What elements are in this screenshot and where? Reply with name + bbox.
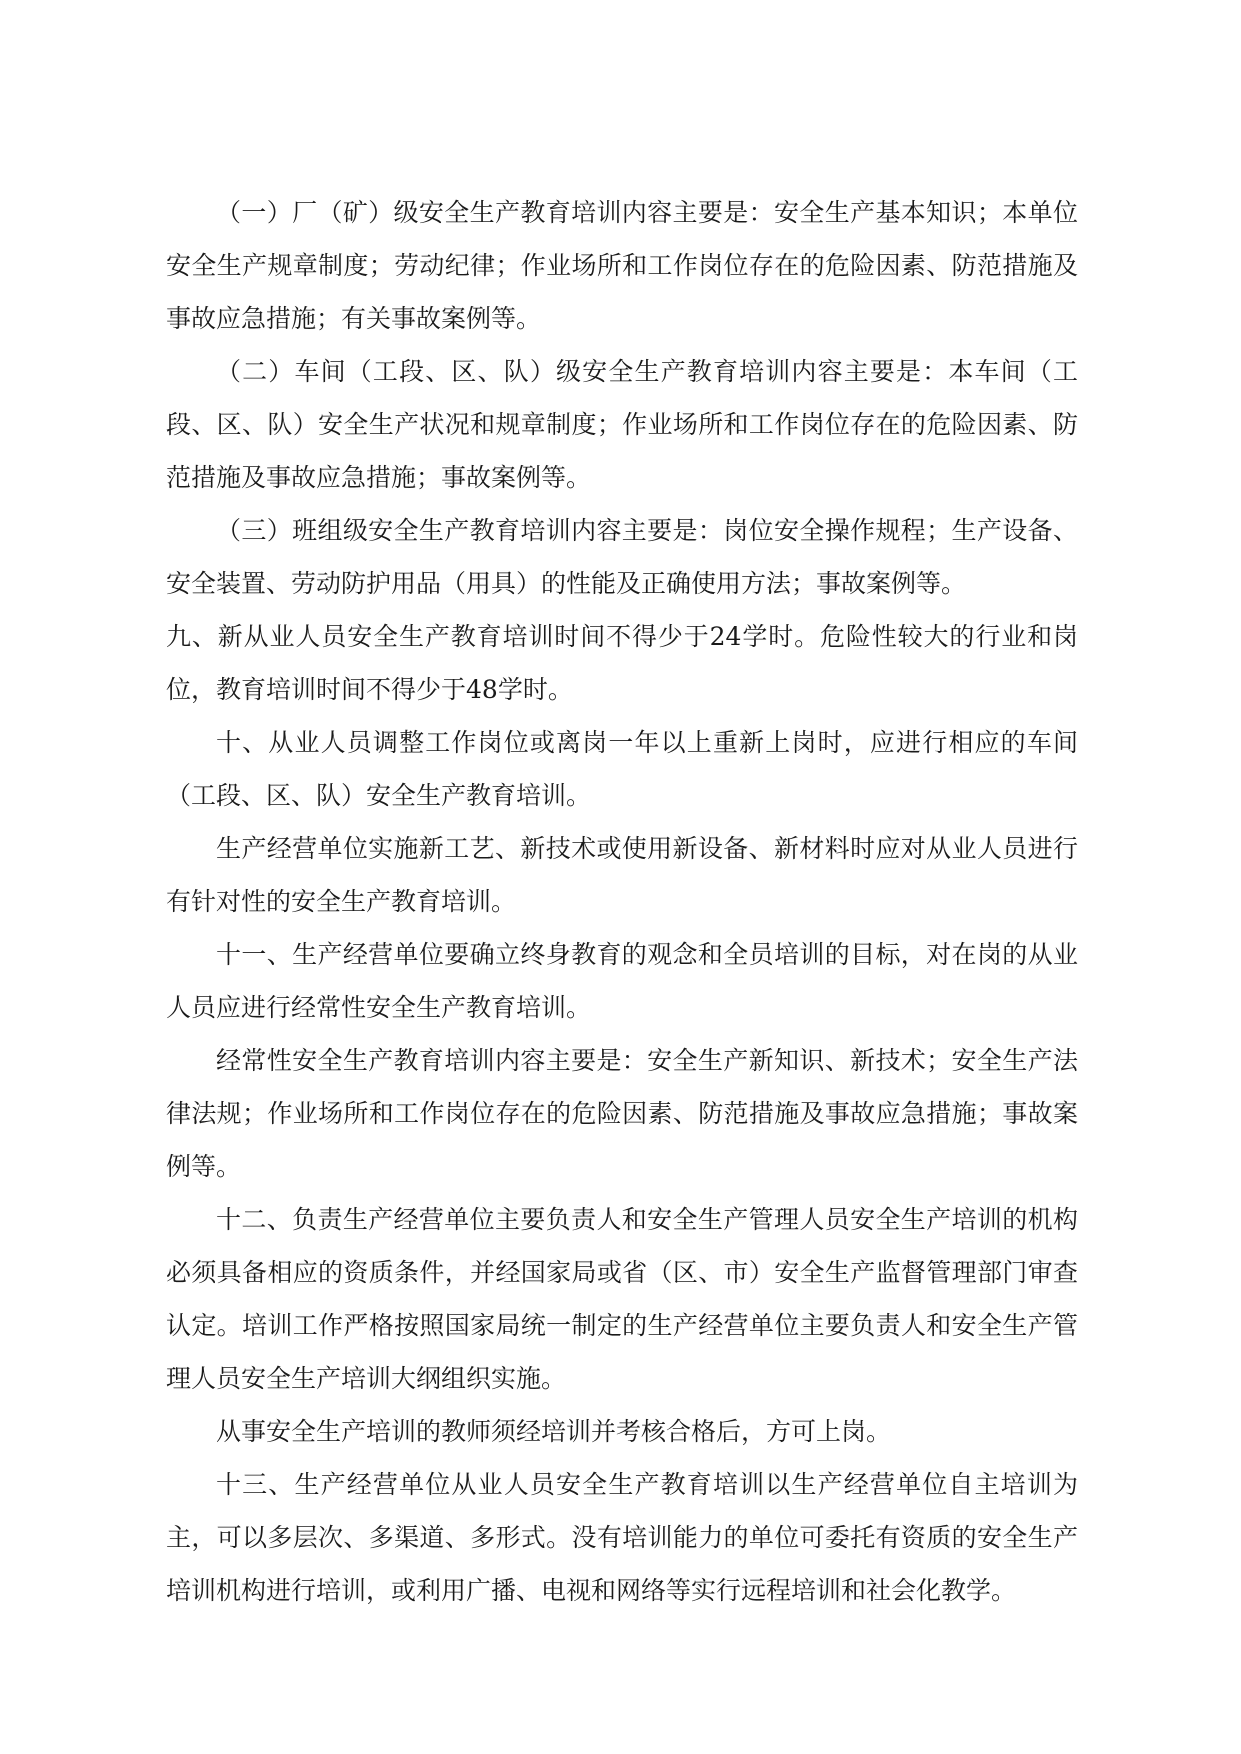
paragraph-clause-12: 十二、负责生产经营单位主要负责人和安全生产管理人员安全生产培训的机构必须具备相应的资质条件，并经国家局或省（区、市）安全生产监督管理部门审查认定。培训工作严格按照国家局统一制定的生产经营单位主要负责人和安全生产管理人员安全生产培训大纲组织实施。 xyxy=(166,1205,1078,1393)
paragraph-teacher-qualification: 从事安全生产培训的教师须经培训并考核合格后，方可上岗。 xyxy=(216,1417,892,1446)
paragraph-2-workshop-level: （二）车间（工段、区、队）级安全生产教育培训内容主要是：本车间（工段、区、队）安全生产状况和规章制度；作业场所和工作岗位存在的危险因素、防范措施及事故应急措施；事故案例等。 xyxy=(166,357,1078,492)
paragraph-clause-13: 十三、生产经营单位从业人员安全生产教育培训以生产经营单位自主培训为主，可以多层次、多渠道、多形式。没有培训能力的单位可委托有资质的安全生产培训机构进行培训，或利用广播、电视和网络等实行远程培训和社会化教学。 xyxy=(166,1470,1078,1605)
paragraph-regular-training-content: 经常性安全生产教育培训内容主要是：安全生产新知识、新技术；安全生产法律法规；作业场所和工作岗位存在的危险因素、防范措施及事故应急措施；事故案例等。 xyxy=(166,1046,1078,1181)
paragraph-3-team-level: （三）班组级安全生产教育培训内容主要是：岗位安全操作规程；生产设备、安全装置、劳动防护用品（用具）的性能及正确使用方法；事故案例等。 xyxy=(166,516,1078,598)
paragraph-clause-10: 十、从业人员调整工作岗位或离岗一年以上重新上岗时，应进行相应的车间（工段、区、队）安全生产教育培训。 xyxy=(166,728,1078,810)
paragraph-new-process-training: 生产经营单位实施新工艺、新技术或使用新设备、新材料时应对从业人员进行有针对性的安全生产教育培训。 xyxy=(166,834,1078,916)
paragraph-clause-9: 九、新从业人员安全生产教育培训时间不得少于24学时。危险性较大的行业和岗位，教育培训时间不得少于48学时。 xyxy=(166,622,1078,704)
paragraph-clause-11: 十一、生产经营单位要确立终身教育的观念和全员培训的目标，对在岗的从业人员应进行经常性安全生产教育培训。 xyxy=(166,940,1078,1022)
paragraph-1-factory-level: （一）厂（矿）级安全生产教育培训内容主要是：安全生产基本知识；本单位安全生产规章制度；劳动纪律；作业场所和工作岗位存在的危险因素、防范措施及事故应急措施；有关事故案例等。 xyxy=(166,198,1078,333)
